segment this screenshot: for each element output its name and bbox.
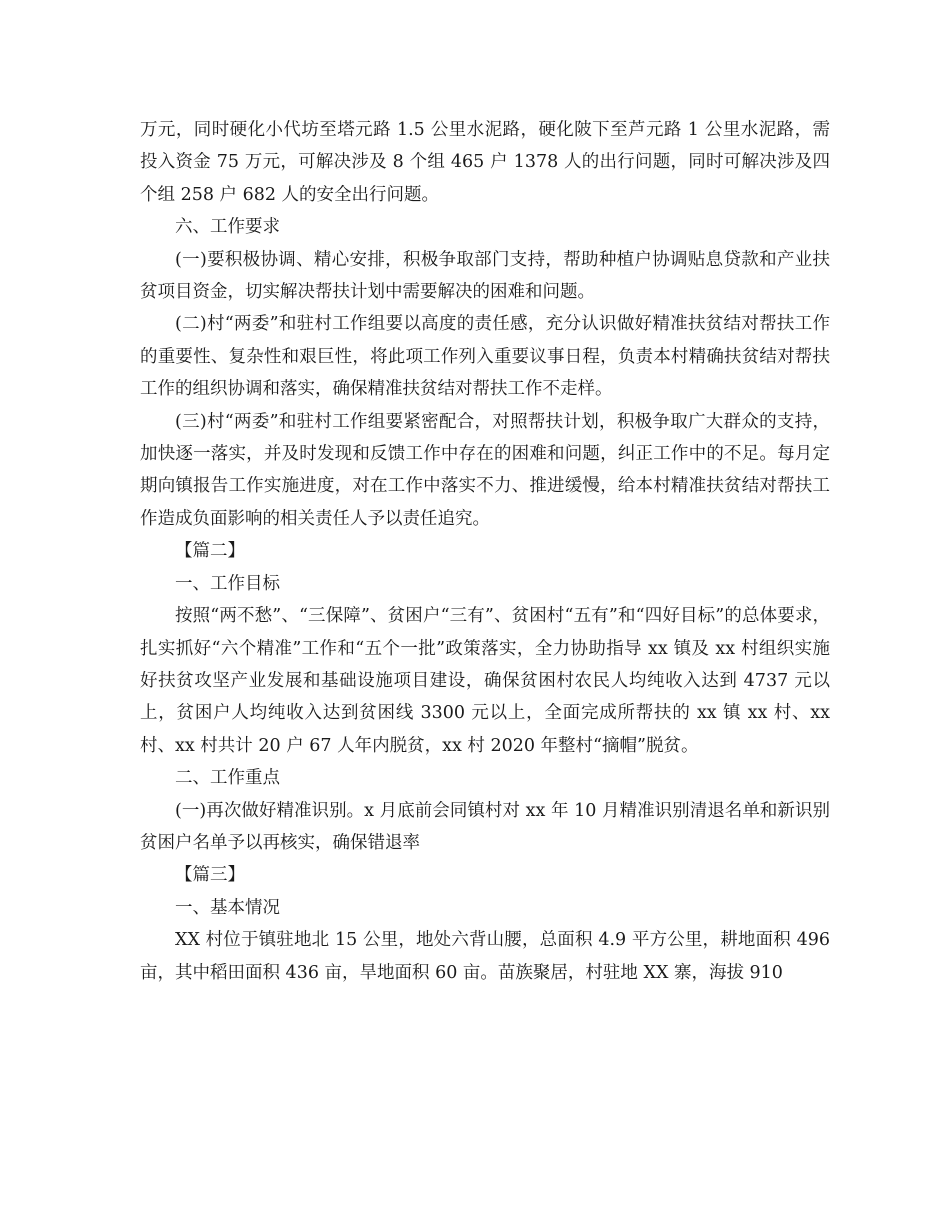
paragraph-basic-info: XX 村位于镇驻地北 15 公里，地处六背山腰，总面积 4.9 平方公里，耕地面积 496 亩，其中稻田面积 436 亩，旱地面积 60 亩。苗族聚居，村驻地 XX 寨，海拔 910 (140, 930, 830, 983)
section-heading-basic-info: 一、基本情况 (175, 897, 280, 918)
paragraph-requirement-2: (二)村“两委”和驻村工作组要以高度的责任感，充分认识做好精准扶贫结对帮扶工作的重要性、复杂性和艰巨性，将此项工作列入重要议事日程，负责本村精确扶贫结对帮扶工作的组织协调和落实，确保精准扶贫结对帮扶工作不走样。 (140, 314, 830, 400)
section-heading-work-goal: 一、工作目标 (175, 573, 280, 594)
chapter-heading-part-3: 【篇三】 (175, 865, 245, 886)
section-heading-work-focus: 二、工作重点 (175, 768, 280, 789)
chapter-heading-part-2: 【篇二】 (175, 541, 245, 562)
paragraph-requirement-3: (三)村“两委”和驻村工作组要紧密配合，对照帮扶计划，积极争取广大群众的支持，加快逐一落实，并及时发现和反馈工作中存在的困难和问题，纠正工作中的不足。每月定期向镇报告工作实施进度，对在工作中落实不力、推进缓慢，给本村精准扶贫结对帮扶工作造成负面影响的相关责任人予以责任追究。 (140, 411, 830, 529)
document-body (140, 114, 830, 989)
paragraph-work-goal: 按照“两不愁”、“三保障”、贫困户“三有”、贫困村“五有”和“四好目标”的总体要求，扎实抓好“六个精准”工作和“五个一批”政策落实，全力协助指导 xx 镇及 xx 村组织实施好扶贫攻坚产业发展和基础设施项目建设，确保贫困村农民人均纯收入达到 4737 元以上，贫困户人均纯收入达到贫困线 3300 元以上，全面完成所帮扶的 xx 镇 xx 村、xx 村、xx 村共计 20 户 67 人年内脱贫，xx 村 2020 年整村“摘帽”脱贫。 (140, 606, 830, 756)
paragraph-requirement-1: (一)要积极协调、精心安排，积极争取部门支持，帮助种植户协调贴息贷款和产业扶贫项目资金，切实解决帮扶计划中需要解决的困难和问题。 (140, 249, 830, 303)
section-heading-work-requirements: 六、工作要求 (175, 217, 280, 238)
paragraph-work-focus-1: (一)再次做好精准识别。x 月底前会同镇村对 xx 年 10 月精准识别清退名单和新识别贫困户名单予以再核实，确保错退率 (140, 800, 830, 853)
paragraph-continuation: 万元，同时硬化小代坊至塔元路 1.5 公里水泥路，硬化陂下至芦元路 1 公里水泥路，需投入资金 75 万元，可解决涉及 8 个组 465 户 1378 人的出行问题，同时可解决涉及四个组 258 户 682 人的安全出行问题。 (140, 120, 830, 205)
